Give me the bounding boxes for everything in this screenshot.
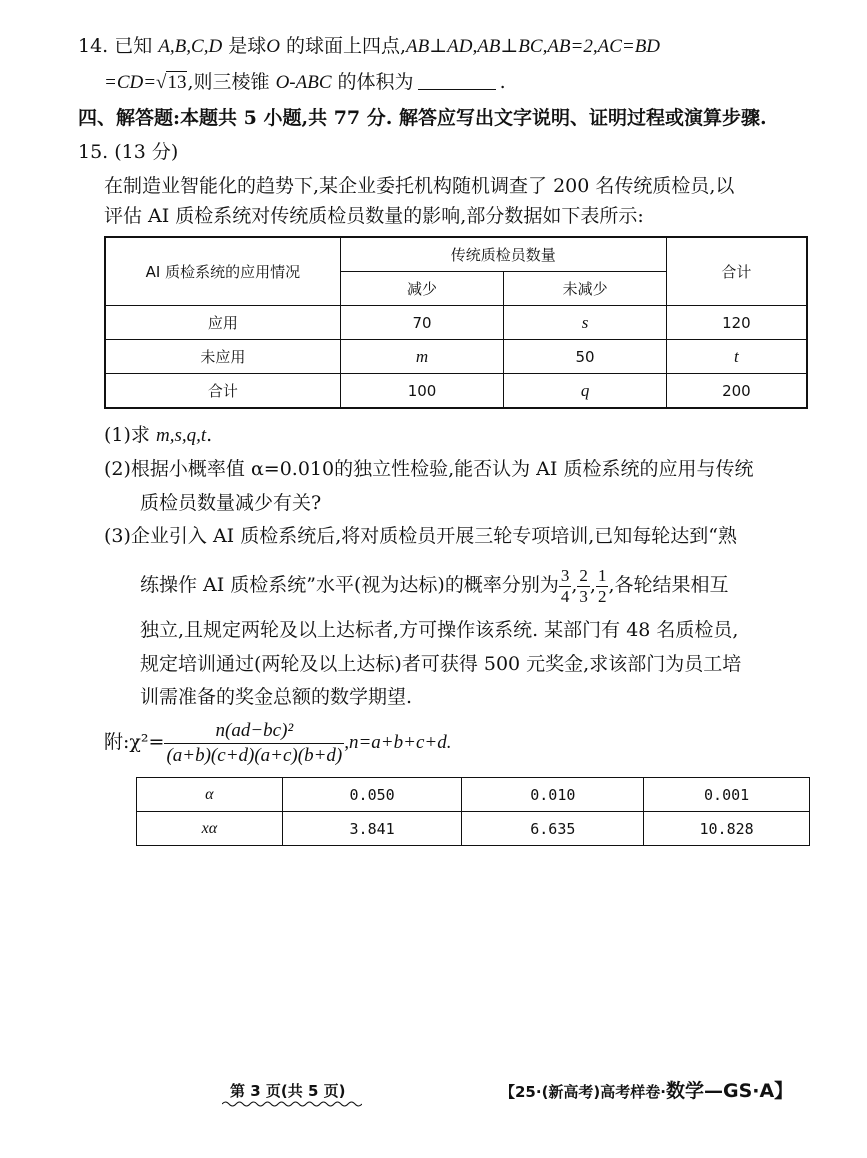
q15-paragraph-line2: 评估 AI 质检系统对传统质检员数量的影响,部分数据如下表所示: bbox=[104, 205, 644, 227]
table-row-header: AI 质检系统的应用情况 bbox=[105, 237, 340, 306]
part-2-line2: 质检员数量减少有关? bbox=[140, 492, 322, 514]
table-row: 应用 70 s 120 bbox=[105, 306, 807, 340]
part-3-line1: (3)企业引入 AI 质检系统后,将对质检员开展三轮专项培训,已知每轮达到“熟 bbox=[104, 525, 738, 547]
q14-line2: =CD=√13,则三棱锥 O-ABC 的体积为 . bbox=[104, 71, 506, 93]
formula-fraction: $\frac{\text{n(ad−bc)²}}{(a+b)(c+d)(a+c)(b+d)}$ bbox=[166, 719, 343, 766]
fraction: $\frac{1}{2}$ bbox=[597, 565, 607, 606]
table-row: 合计 100 q 200 bbox=[105, 374, 807, 409]
q14-number: 14. bbox=[78, 35, 109, 57]
table-subheader-no-decrease: 未减少 bbox=[504, 272, 667, 306]
fraction: $\frac{2}{3}$ bbox=[579, 565, 588, 606]
section-heading: 四、解答题:本题共 5 小题,共 77 分. 解答应写出文字说明、证明过程或演算步骤. bbox=[78, 107, 767, 129]
table-row: xα 3.841 6.635 10.828 bbox=[137, 812, 810, 846]
chi-square-formula: 附:χ²= $\frac{\text{n(ad−bc)²}}{(a+b)(c+d)(a+c)(b+d)}$ ,n=a+b+c+d. bbox=[104, 719, 452, 766]
q15-paragraph-line1: 在制造业智能化的趋势下,某企业委托机构随机调查了 200 名传统质检员,以 bbox=[104, 175, 735, 197]
table-group-header: 传统质检员数量 bbox=[340, 237, 666, 272]
part-1: (1)求 m,s,q,t. bbox=[104, 424, 213, 446]
fraction: $\frac{3}{4}$ bbox=[560, 565, 570, 606]
part-2-line1: (2)根据小概率值 α=0.010的独立性检验,能否认为 AI 质检系统的应用与传统 bbox=[104, 458, 754, 480]
part-3-line2: 练操作 AI 质检系统”水平(视为达标)的概率分别为 $\frac{3}{4}$ , $\frac{2}{3}$ , $\frac{1}{2}$ ,各轮结果相互 bbox=[140, 565, 729, 606]
q14-line1: 14. 已知 A,B,C,D 是球O 的球面上四点,AB⊥AD,AB⊥BC,AB=2,AC=BD bbox=[78, 35, 661, 57]
critical-value-table bbox=[136, 777, 810, 846]
table-row: α 0.050 0.010 0.001 bbox=[137, 778, 810, 812]
answer-blank bbox=[418, 71, 496, 90]
sqrt-expression: √13 bbox=[156, 72, 187, 93]
table-row: 未应用 m 50 t bbox=[105, 340, 807, 374]
part-3-line4: 规定培训通过(两轮及以上达标)者可获得 500 元奖金,求该部门为员工培 bbox=[140, 653, 742, 675]
wavy-underline bbox=[222, 1100, 362, 1108]
q15-heading: 15. (13 分) bbox=[78, 141, 179, 163]
exam-code: 【25·(新高考)高考样卷·数学—GS·A】 bbox=[500, 1080, 794, 1102]
part-3-line3: 独立,且规定两轮及以上达标者,方可操作该系统. 某部门有 48 名质检员, bbox=[140, 619, 739, 641]
table-total-header: 合计 bbox=[666, 237, 807, 306]
contingency-table bbox=[104, 236, 808, 409]
part-3-line5: 训需准备的奖金总额的数学期望. bbox=[140, 686, 413, 708]
table-subheader-decrease: 减少 bbox=[340, 272, 504, 306]
page-number: 第 3 页(共 5 页) bbox=[230, 1082, 346, 1100]
